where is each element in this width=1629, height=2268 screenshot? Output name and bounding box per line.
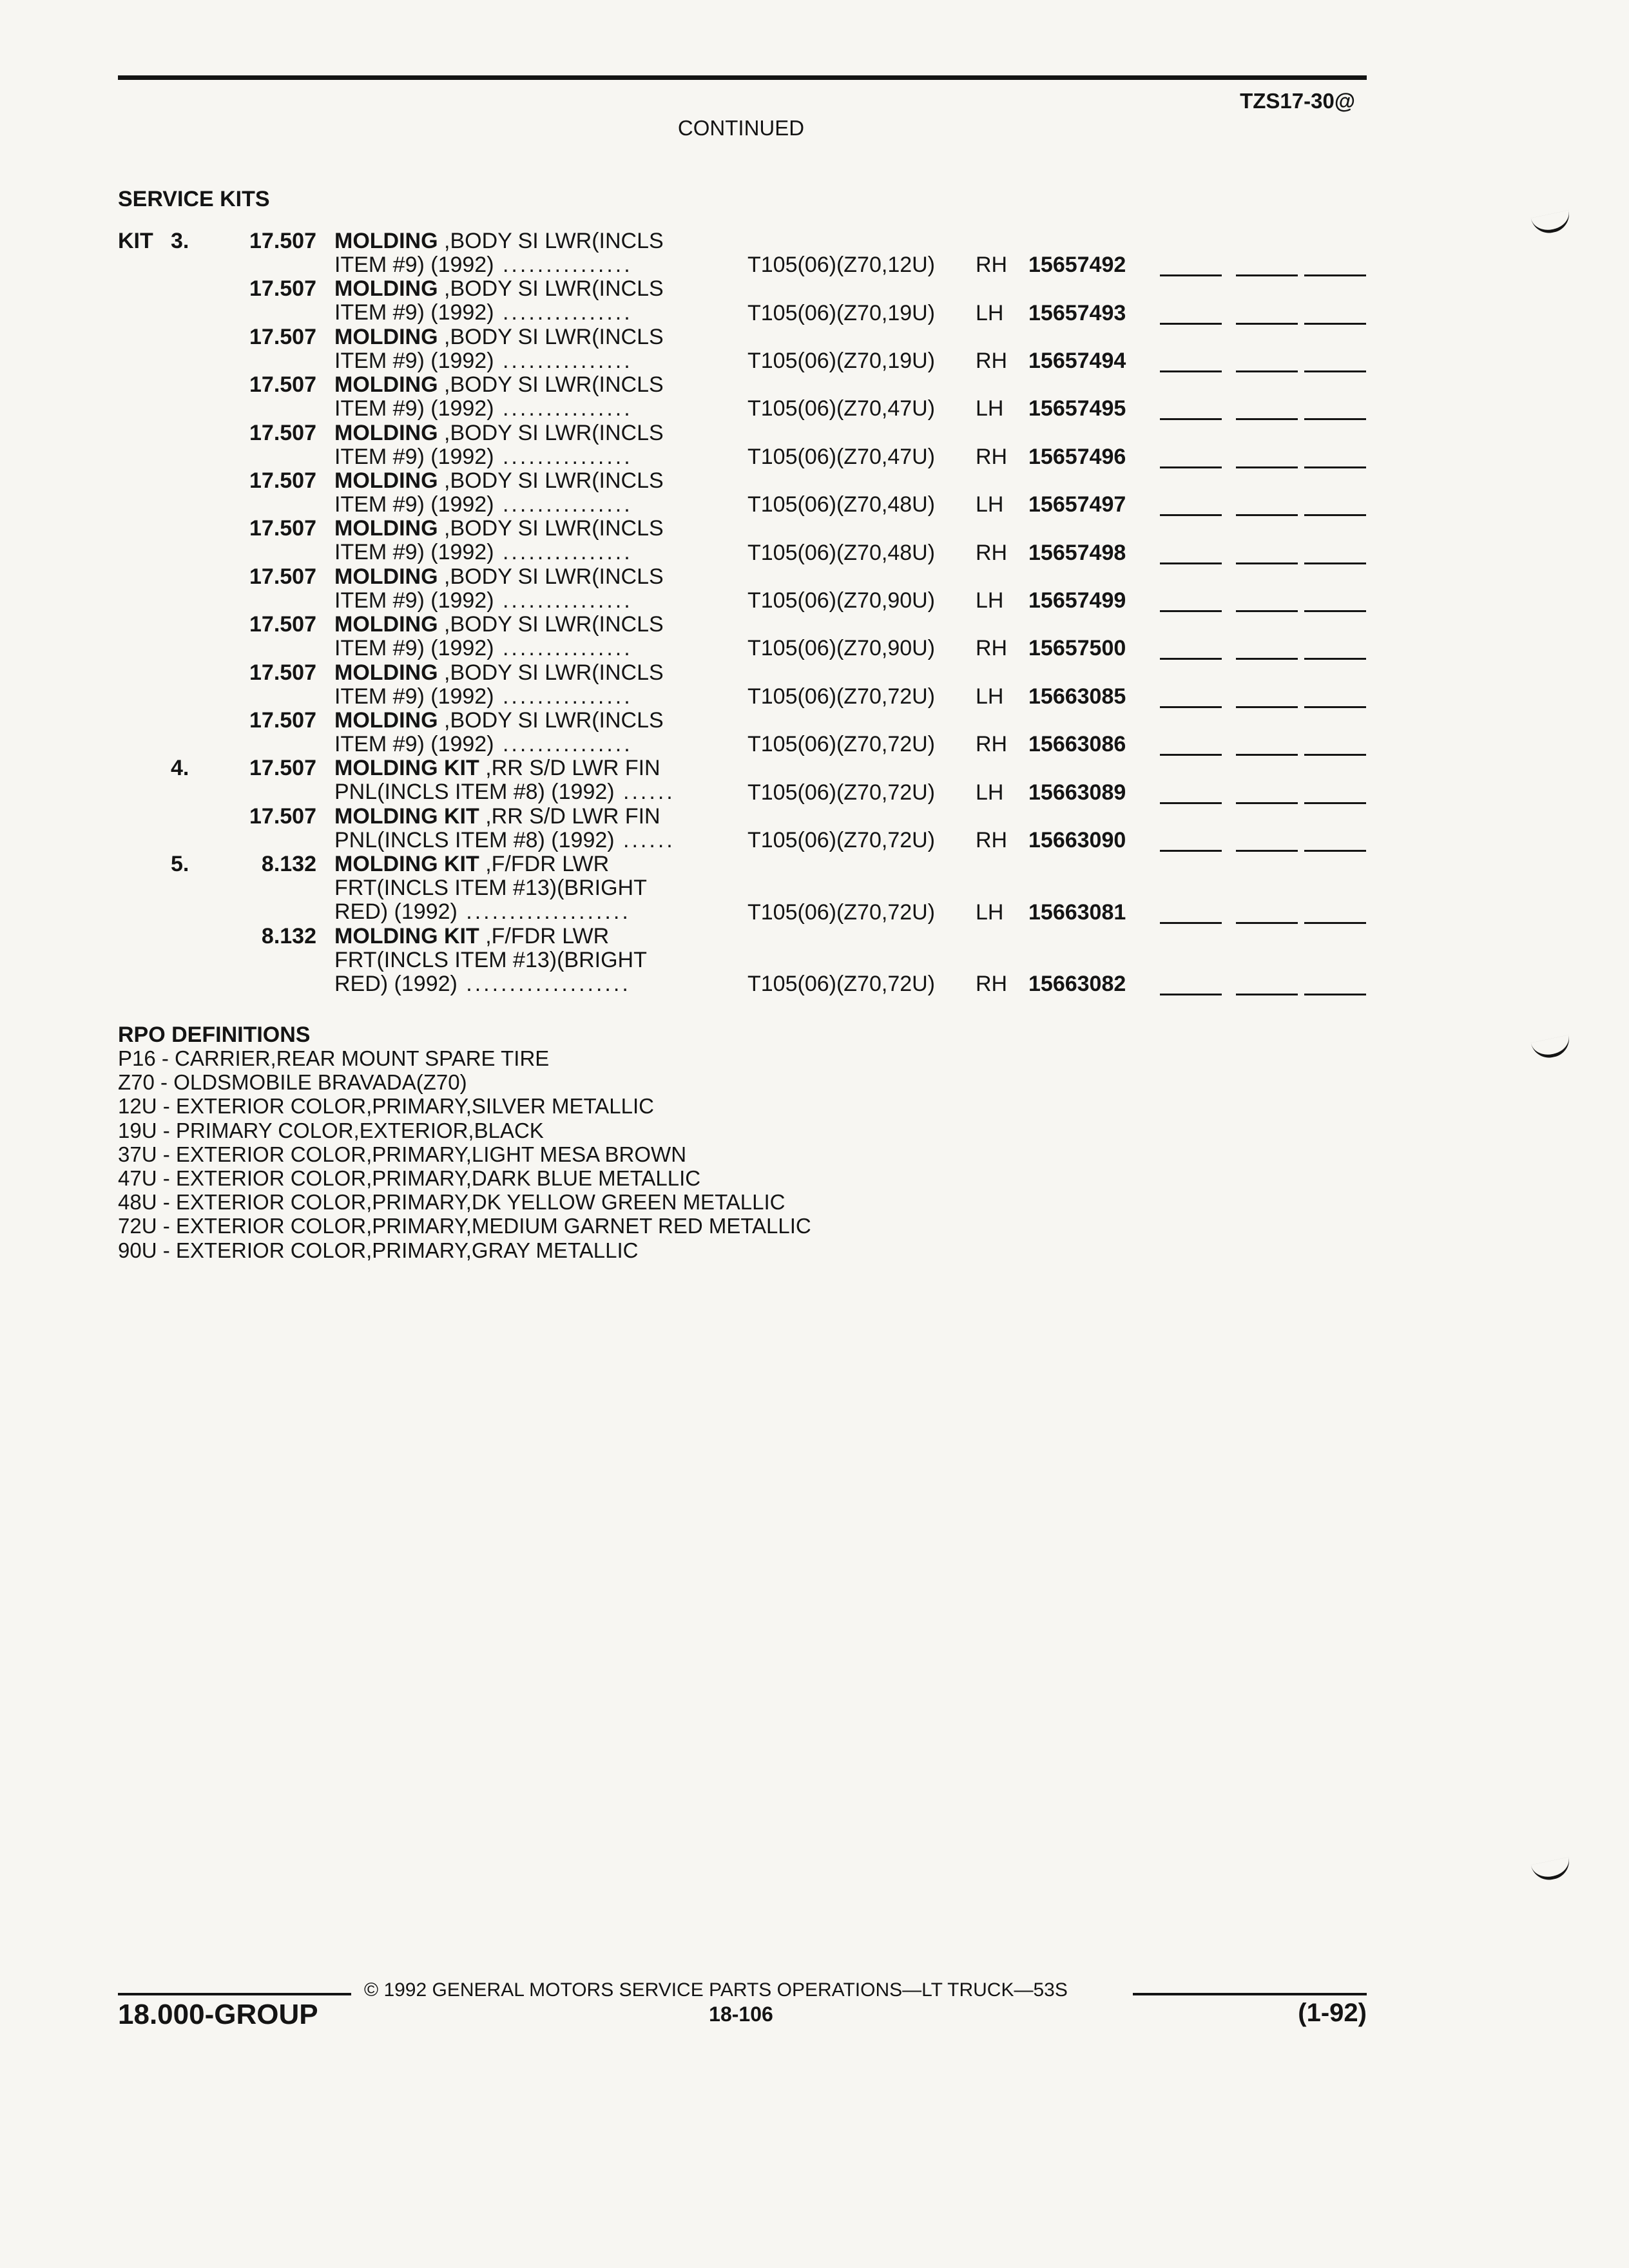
leader-dots: ............... [494, 300, 633, 325]
leader-dots: ............... [494, 396, 633, 421]
part-name-detail: ,BODY SI LWR(INCLS [438, 372, 664, 398]
part-description-line: FRT(INCLS ITEM #13)(BRIGHT [334, 947, 647, 972]
leader-dots: ...... [614, 827, 675, 852]
usage-code: T105(06)(Z70,72U) [747, 972, 936, 997]
side-code: RH [976, 732, 1008, 757]
part-name: MOLDING [334, 612, 438, 637]
part-row [0, 517, 1629, 564]
blank-line [1160, 418, 1222, 420]
rpo-item: P16 - CARRIER,REAR MOUNT SPARE TIRE [118, 1046, 550, 1070]
footer-page-number: 18-106 [709, 2003, 773, 2026]
leader-dots: ............... [494, 253, 633, 277]
part-name: MOLDING [334, 708, 438, 733]
blank-line [1304, 850, 1366, 852]
footer-rule-right [1133, 1993, 1367, 1995]
blank-line [1304, 922, 1366, 924]
usage-code: T105(06)(Z70,19U) [747, 348, 936, 373]
part-description-line: ITEM #9) (1992) [334, 396, 494, 421]
part-number: 15657495 [1028, 396, 1126, 421]
item-number: 3. [171, 229, 189, 253]
blank-line [1160, 466, 1222, 468]
blank-line [1236, 274, 1298, 276]
side-code: LH [976, 492, 1004, 517]
part-row [0, 421, 1629, 469]
part-name: MOLDING [334, 420, 438, 445]
usage-code: T105(06)(Z70,47U) [747, 444, 936, 469]
item-number: 4. [171, 756, 189, 781]
group-number: 17.507 [249, 660, 316, 685]
blank-line [1304, 706, 1366, 708]
binder-mark [1531, 1035, 1573, 1061]
group-number: 8.132 [261, 923, 316, 948]
blank-line [1304, 658, 1366, 660]
footer-date: (1-92) [1298, 1999, 1367, 2027]
part-description [334, 613, 734, 660]
side-code: LH [976, 780, 1004, 805]
rpo-title: RPO DEFINITIONS [118, 1023, 311, 1047]
group-number: 17.507 [249, 564, 316, 589]
part-description-line: ITEM #9) (1992) [334, 684, 494, 709]
group-number: 17.507 [249, 229, 316, 253]
blank-line [1236, 706, 1298, 708]
part-name-detail: ,F/FDR LWR [479, 923, 610, 948]
kit-label: KIT [118, 229, 153, 253]
blank-line [1236, 466, 1298, 468]
continued-label: CONTINUED [677, 116, 805, 140]
leader-dots: ............... [494, 348, 633, 373]
blank-line [1160, 754, 1222, 756]
blank-line [1236, 754, 1298, 756]
part-name-detail: ,BODY SI LWR(INCLS [438, 324, 664, 349]
blank-line [1160, 802, 1222, 804]
side-code: RH [976, 972, 1008, 997]
part-number: 15663082 [1028, 972, 1126, 997]
blank-line [1160, 323, 1222, 325]
part-row [0, 469, 1629, 517]
part-description-line: ITEM #9) (1992) [334, 348, 494, 373]
part-name-detail: ,BODY SI LWR(INCLS [438, 564, 664, 589]
group-number: 17.507 [249, 756, 316, 781]
group-number: 17.507 [249, 276, 316, 302]
item-number: 5. [171, 852, 189, 877]
part-description [334, 661, 734, 709]
blank-line [1304, 514, 1366, 516]
part-name: MOLDING [334, 516, 438, 541]
blank-line [1160, 922, 1222, 924]
usage-code: T105(06)(Z70,47U) [747, 396, 936, 421]
part-row [0, 613, 1629, 660]
group-number: 17.507 [249, 420, 316, 445]
usage-code: T105(06)(Z70,19U) [747, 300, 936, 325]
part-name: MOLDING [334, 468, 438, 493]
footer-rule-left [118, 1993, 351, 1995]
blank-line [1236, 418, 1298, 420]
part-name: MOLDING [334, 564, 438, 589]
part-description [334, 852, 734, 924]
group-number: 17.507 [249, 324, 316, 349]
group-number: 17.507 [249, 468, 316, 493]
rpo-item: 72U - EXTERIOR COLOR,PRIMARY,MEDIUM GARNET RED METALLIC [118, 1214, 811, 1238]
blank-line [1160, 514, 1222, 516]
blank-lines [1160, 994, 1366, 996]
blank-line [1304, 994, 1366, 995]
part-description-line: PNL(INCLS ITEM #8) (1992) [334, 827, 615, 852]
rpo-list [118, 1046, 811, 1262]
parts-list [0, 0, 1629, 1031]
group-number: 17.507 [249, 708, 316, 733]
side-code: LH [976, 588, 1004, 613]
leader-dots: ................... [457, 971, 631, 996]
part-number: 15657499 [1028, 588, 1126, 613]
leader-dots: ............... [494, 492, 633, 517]
blank-line [1160, 370, 1222, 372]
part-number: 15663086 [1028, 732, 1126, 757]
blank-line [1304, 754, 1366, 756]
side-code: RH [976, 253, 1008, 278]
blank-line [1236, 994, 1298, 995]
blank-line [1160, 562, 1222, 564]
part-name: MOLDING [334, 229, 438, 253]
part-row [0, 661, 1629, 709]
part-description [334, 925, 734, 996]
part-description-line: PNL(INCLS ITEM #8) (1992) [334, 780, 615, 805]
leader-dots: ............... [494, 588, 633, 613]
part-number: 15663081 [1028, 899, 1126, 925]
part-row [0, 805, 1629, 852]
blank-line [1236, 658, 1298, 660]
blank-line [1304, 370, 1366, 372]
part-number: 15657493 [1028, 300, 1126, 325]
binder-mark [1531, 1857, 1573, 1883]
part-name-detail: ,BODY SI LWR(INCLS [438, 516, 664, 541]
leader-dots: ............... [494, 444, 633, 469]
part-description [334, 805, 734, 852]
blank-line [1236, 850, 1298, 852]
part-number: 15663089 [1028, 780, 1126, 805]
blank-line [1160, 274, 1222, 276]
side-code: RH [976, 636, 1008, 661]
usage-code: T105(06)(Z70,90U) [747, 588, 936, 613]
group-number: 8.132 [261, 852, 316, 877]
part-number: 15657500 [1028, 636, 1126, 661]
part-description [334, 325, 734, 373]
usage-code: T105(06)(Z70,72U) [747, 684, 936, 709]
side-code: LH [976, 684, 1004, 709]
blank-line [1304, 802, 1366, 804]
part-description-line: ITEM #9) (1992) [334, 444, 494, 469]
part-name-detail: ,BODY SI LWR(INCLS [438, 276, 664, 302]
blank-line [1160, 658, 1222, 660]
part-name-detail: ,BODY SI LWR(INCLS [438, 708, 664, 733]
part-description-line: ITEM #9) (1992) [334, 588, 494, 613]
footer-group: 18.000-GROUP [118, 1999, 318, 2030]
side-code: LH [976, 899, 1004, 925]
usage-code: T105(06)(Z70,48U) [747, 540, 936, 565]
leader-dots: ............... [494, 636, 633, 661]
blank-line [1236, 514, 1298, 516]
part-description-line: ITEM #9) (1992) [334, 732, 494, 756]
side-code: LH [976, 396, 1004, 421]
section-title: SERVICE KITS [118, 187, 270, 211]
part-row [0, 325, 1629, 373]
blank-line [1304, 466, 1366, 468]
usage-code: T105(06)(Z70,72U) [747, 899, 936, 925]
part-number: 15663085 [1028, 684, 1126, 709]
leader-dots: ............... [494, 684, 633, 709]
part-description-line: ITEM #9) (1992) [334, 300, 494, 325]
side-code: RH [976, 540, 1008, 565]
part-description-line: RED) (1992) [334, 899, 458, 925]
blank-line [1304, 562, 1366, 564]
part-description [334, 277, 734, 325]
part-name-detail: ,F/FDR LWR [479, 852, 610, 877]
part-description-line: ITEM #9) (1992) [334, 492, 494, 517]
part-name: MOLDING [334, 324, 438, 349]
part-row [0, 852, 1629, 925]
part-number: 15657496 [1028, 444, 1126, 469]
part-number: 15657492 [1028, 253, 1126, 278]
part-name-detail: ,BODY SI LWR(INCLS [438, 468, 664, 493]
part-name: MOLDING KIT [334, 756, 479, 781]
group-number: 17.507 [249, 803, 316, 829]
part-description-line: ITEM #9) (1992) [334, 540, 494, 565]
blank-line [1304, 610, 1366, 612]
leader-dots: ............... [494, 540, 633, 565]
part-name: MOLDING [334, 372, 438, 398]
blank-line [1160, 994, 1222, 995]
page-code: TZS17-30@ [1240, 89, 1355, 113]
side-code: RH [976, 444, 1008, 469]
footer-copyright: © 1992 GENERAL MOTORS SERVICE PARTS OPERATIONS—LT TRUCK—53S [364, 1979, 1068, 2001]
blank-line [1304, 323, 1366, 325]
part-name: MOLDING KIT [334, 852, 479, 877]
part-description [334, 421, 734, 469]
part-description-line: ITEM #9) (1992) [334, 253, 494, 277]
blank-line [1236, 610, 1298, 612]
blank-line [1160, 610, 1222, 612]
rpo-item: 37U - EXTERIOR COLOR,PRIMARY,LIGHT MESA BROWN [118, 1142, 687, 1166]
part-description-line: ITEM #9) (1992) [334, 636, 494, 661]
rpo-item: 48U - EXTERIOR COLOR,PRIMARY,DK YELLOW GREEN METALLIC [118, 1190, 786, 1215]
part-name-detail: ,BODY SI LWR(INCLS [438, 229, 664, 253]
usage-code: T105(06)(Z70,12U) [747, 253, 936, 278]
part-name-detail: ,BODY SI LWR(INCLS [438, 420, 664, 445]
part-description-line: FRT(INCLS ITEM #13)(BRIGHT [334, 876, 647, 901]
usage-code: T105(06)(Z70,48U) [747, 492, 936, 517]
part-description [334, 709, 734, 756]
blank-line [1236, 922, 1298, 924]
part-description [334, 565, 734, 613]
rpo-item: 90U - EXTERIOR COLOR,PRIMARY,GRAY METALLIC [118, 1238, 639, 1262]
part-row [0, 565, 1629, 613]
blank-line [1236, 562, 1298, 564]
part-number: 15657497 [1028, 492, 1126, 517]
usage-code: T105(06)(Z70,90U) [747, 636, 936, 661]
side-code: LH [976, 300, 1004, 325]
part-row [0, 277, 1629, 325]
blank-line [1304, 418, 1366, 420]
part-name-detail: ,BODY SI LWR(INCLS [438, 660, 664, 685]
group-number: 17.507 [249, 612, 316, 637]
blank-line [1160, 706, 1222, 708]
blank-line [1236, 802, 1298, 804]
part-description [334, 517, 734, 564]
group-number: 17.507 [249, 372, 316, 398]
part-name: MOLDING [334, 276, 438, 302]
part-description [334, 469, 734, 517]
leader-dots: ...... [614, 780, 675, 805]
part-description [334, 373, 734, 421]
side-code: RH [976, 348, 1008, 373]
leader-dots: ................... [457, 899, 631, 925]
part-name: MOLDING KIT [334, 923, 479, 948]
part-description [334, 229, 734, 277]
usage-code: T105(06)(Z70,72U) [747, 732, 936, 757]
rpo-item: Z70 - OLDSMOBILE BRAVADA(Z70) [118, 1070, 467, 1095]
part-name-detail: ,BODY SI LWR(INCLS [438, 612, 664, 637]
rpo-item: 19U - PRIMARY COLOR,EXTERIOR,BLACK [118, 1118, 544, 1142]
rpo-item: 12U - EXTERIOR COLOR,PRIMARY,SILVER METALLIC [118, 1094, 654, 1119]
leader-dots: ............... [494, 732, 633, 756]
part-name-detail: ,RR S/D LWR FIN [479, 756, 660, 781]
part-number: 15657494 [1028, 348, 1126, 373]
rpo-item: 47U - EXTERIOR COLOR,PRIMARY,DARK BLUE METALLIC [118, 1166, 701, 1191]
part-row [0, 709, 1629, 756]
part-number: 15663090 [1028, 827, 1126, 852]
blank-line [1160, 850, 1222, 852]
part-name: MOLDING [334, 660, 438, 685]
part-number: 15657498 [1028, 540, 1126, 565]
blank-line [1236, 370, 1298, 372]
usage-code: T105(06)(Z70,72U) [747, 780, 936, 805]
usage-code: T105(06)(Z70,72U) [747, 827, 936, 852]
part-description [334, 756, 734, 804]
part-name-detail: ,RR S/D LWR FIN [479, 803, 660, 829]
group-number: 17.507 [249, 516, 316, 541]
part-name: MOLDING KIT [334, 803, 479, 829]
part-row [0, 229, 1629, 277]
part-row [0, 756, 1629, 804]
blank-line [1236, 323, 1298, 325]
part-description-line: RED) (1992) [334, 971, 458, 996]
part-row [0, 925, 1629, 997]
side-code: RH [976, 827, 1008, 852]
part-row [0, 373, 1629, 421]
blank-line [1304, 274, 1366, 276]
